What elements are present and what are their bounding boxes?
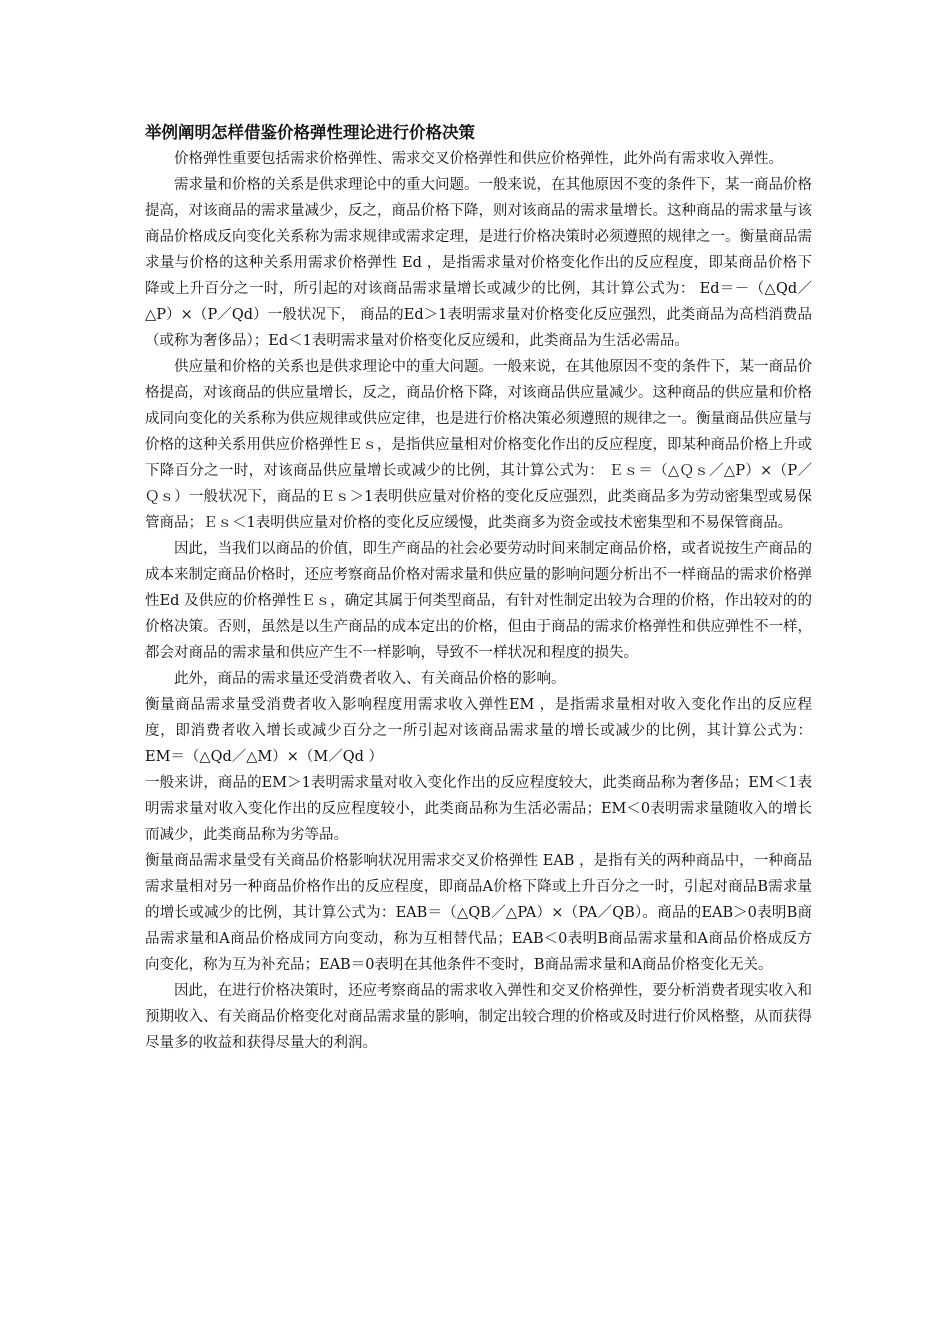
paragraph-8: 衡量商品需求量受有关商品价格影响状况用需求交叉价格弹性 EAB ，是指有关的两种商品中，一种商品需求量相对另一种商品价格作出的反应程度，即商品A价格下降或上升百分之一时，引起对商品B需求量的增长或减少的比例，其计算公式为：EAB＝（△QB／△PA）×（PA／QB）。商品的EAB＞0表明B商品需求量和A商品价格成同方向变动，称为互相替代品；EAB＜0表明B商品需求量和A商品价格成反方向变化，称为互为补充品；EAB＝0表明在其他条件不变时，B商品需求量和A商品价格变化无关。 — [145, 853, 812, 973]
paragraph-1: 价格弹性重要包括需求价格弹性、需求交叉价格弹性和供应价格弹性，此外尚有需求收入弹性。 — [174, 151, 783, 167]
paragraph-5: 此外，商品的需求量还受消费者收入、有关商品价格的影响。 — [174, 671, 566, 687]
document-body — [145, 119, 812, 1056]
paragraph-3: 供应量和价格的关系也是供求理论中的重大问题。一般来说，在其他原因不变的条件下，某一商品价格提高，对该商品的供应量增长，反之，商品价格下降，对该商品供应量减少。这种商品的供应量和价格成同向变化的关系称为供应规律或供应定律，也是进行价格决策必须遵照的规律之一。衡量商品供应量与价格的这种关系用供应价格弹性Ｅｓ，是指供应量相对价格变化作出的反应程度，即某种商品价格上升或下降百分之一时，对该商品供应量增长或减少的比例，其计算公式为： Ｅｓ＝（△Ｑｓ／△P）×（P／Ｑｓ）一般状况下，商品的Ｅｓ＞1表明供应量对价格的变化反应强烈，此类商品多为劳动密集型或易保管商品；Ｅｓ＜1表明供应量对价格的变化反应缓慢，此类商多为资金或技术密集型和不易保管商品。 — [145, 359, 812, 531]
paragraph-9: 因此，在进行价格决策时，还应考察商品的需求收入弹性和交叉价格弹性，要分析消费者现实收入和预期收入、有关商品价格变化对商品需求量的影响，制定出较合理的价格或及时进行价风格整，从而获得尽量多的收益和获得尽量大的利润。 — [145, 983, 812, 1051]
paragraph-6: 衡量商品需求量受消费者收入影响程度用需求收入弹性EM ，是指需求量相对收入变化作出的反应程度，即消费者收入增长或减少百分之一所引起对该商品需求量的增长或减少的比例，其计算公式为： EM＝（△Qd／△M）×（M／Qd ） — [145, 697, 812, 765]
document-title: 举例阐明怎样借鉴价格弹性理论进行价格决策 — [145, 123, 475, 142]
paragraph-7: 一般来讲，商品的EM＞1表明需求量对收入变化作出的反应程度较大，此类商品称为奢侈品；EM＜1表明需求量对收入变化作出的反应程度较小，此类商品称为生活必需品；EM＜0表明需求量随收入的增长而减少，此类商品称为劣等品。 — [145, 775, 812, 843]
paragraph-2: 需求量和价格的关系是供求理论中的重大问题。一般来说，在其他原因不变的条件下，某一商品价格提高，对该商品的需求量减少，反之，商品价格下降，则对该商品的需求量增长。这种商品的需求量与该商品价格成反向变化关系称为需求规律或需求定理，是进行价格决策时必须遵照的规律之一。衡量商品需求量与价格的这种关系用需求价格弹性 Ed ，是指需求量对价格变化作出的反应程度，即某商品价格下降或上升百分之一时，所引起的对该商品需求量增长或减少的比例，其计算公式为： Ed＝－（△Qd／△P）×（P／Qd）一般状况下， 商品的Ed＞1表明需求量对价格变化反应强烈，此类商品为高档消费品（或称为奢侈品）；Ed＜1表明需求量对价格变化反应缓和，此类商品为生活必需品。 — [145, 177, 812, 349]
paragraph-4: 因此，当我们以商品的价值，即生产商品的社会必要劳动时间来制定商品价格，或者说按生产商品的成本来制定商品价格时，还应考察商品价格对需求量和供应量的影响问题分析出不一样商品的需求价格弹性Ed 及供应的价格弹性Ｅｓ，确定其属于何类型商品，有针对性制定出较为合理的价格，作出较对的的价格决策。否则，虽然是以生产商品的成本定出的价格，但由于商品的需求价格弹性和供应弹性不一样，都会对商品的需求量和供应产生不一样影响，导致不一样状况和程度的损失。 — [145, 541, 812, 661]
